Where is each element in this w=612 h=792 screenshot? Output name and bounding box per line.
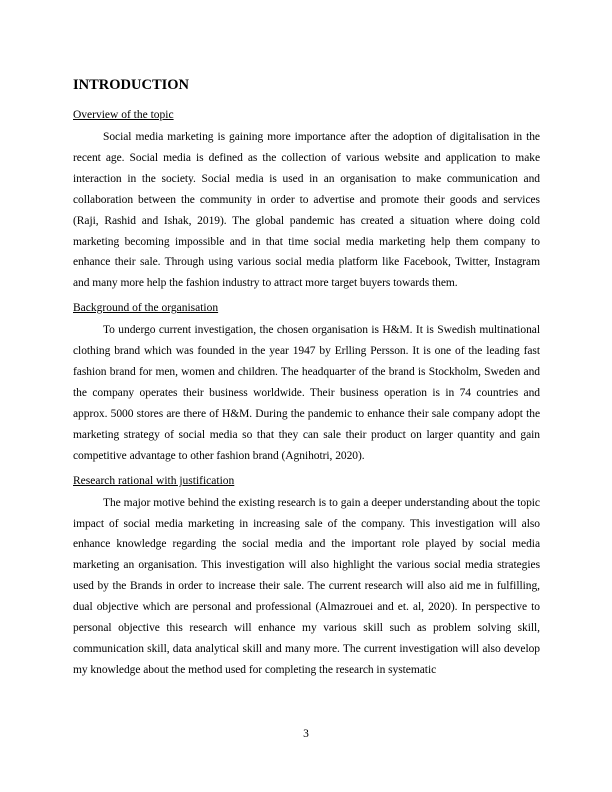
page-number: 3 xyxy=(303,728,309,740)
page-content xyxy=(73,76,540,686)
section-title-overview: Overview of the topic xyxy=(73,109,174,121)
section-paragraph-rationale: The major motive behind the existing research is to gain a deeper understanding about the topic impact of social media marketing in increasing sale of the company. This investigation will also enhance knowledge regarding the social media and the important role played by social media marketing an organisation. This investigation will also highlight the various social media strategies used by the Brands in order to increase their sale. The current research will also aid me in fulfilling, dual objective which are personal and professional (Almazrouei and et. al, 2020). In perspective to personal objective this research will enhance my various skill such as problem solving skill, communication skill, data analytical skill and many more. The current investigation will also develop my knowledge about the method used for completing the research in systematic xyxy=(73,496,540,676)
section-paragraph-overview: Social media marketing is gaining more importance after the adoption of digitalisation in the recent age. Social media is defined as the collection of various website and application to make interaction in the society. Social media is used in an organisation to make communication and collaboration between the community in order to advertise and promote their goods and services (Raji, Rashid and Ishak, 2019). The global pandemic has created a situation where doing cold marketing becoming impossible and in that time social media marketing help them company to enhance their sale. Through using various social media platform like Facebook, Twitter, Instagram and many more help the fashion industry to attract more target buyers towards them. xyxy=(73,131,540,290)
page-heading: INTRODUCTION xyxy=(73,77,190,93)
section-title-background: Background of the organisation xyxy=(73,302,219,315)
section-title-rationale: Research rational with justification xyxy=(73,474,235,487)
section-paragraph-background: To undergo current investigation, the chosen organisation is H&M. It is Swedish multinational clothing brand which was founded in the year 1947 by Erlling Persson. It is one of the leading fast fashion brand for men, women and children. The headquarter of the brand is Stockholm, Sweden and the company operates their business worldwide. Their business operation is in 74 countries and approx. 5000 stores are there of H&M. During the pandemic to enhance their sale company adopt the marketing strategy of social media so that they can sale their product on larger quantity and gain competitive advantage to other fashion brand (Agnihotri, 2020). xyxy=(73,324,540,462)
